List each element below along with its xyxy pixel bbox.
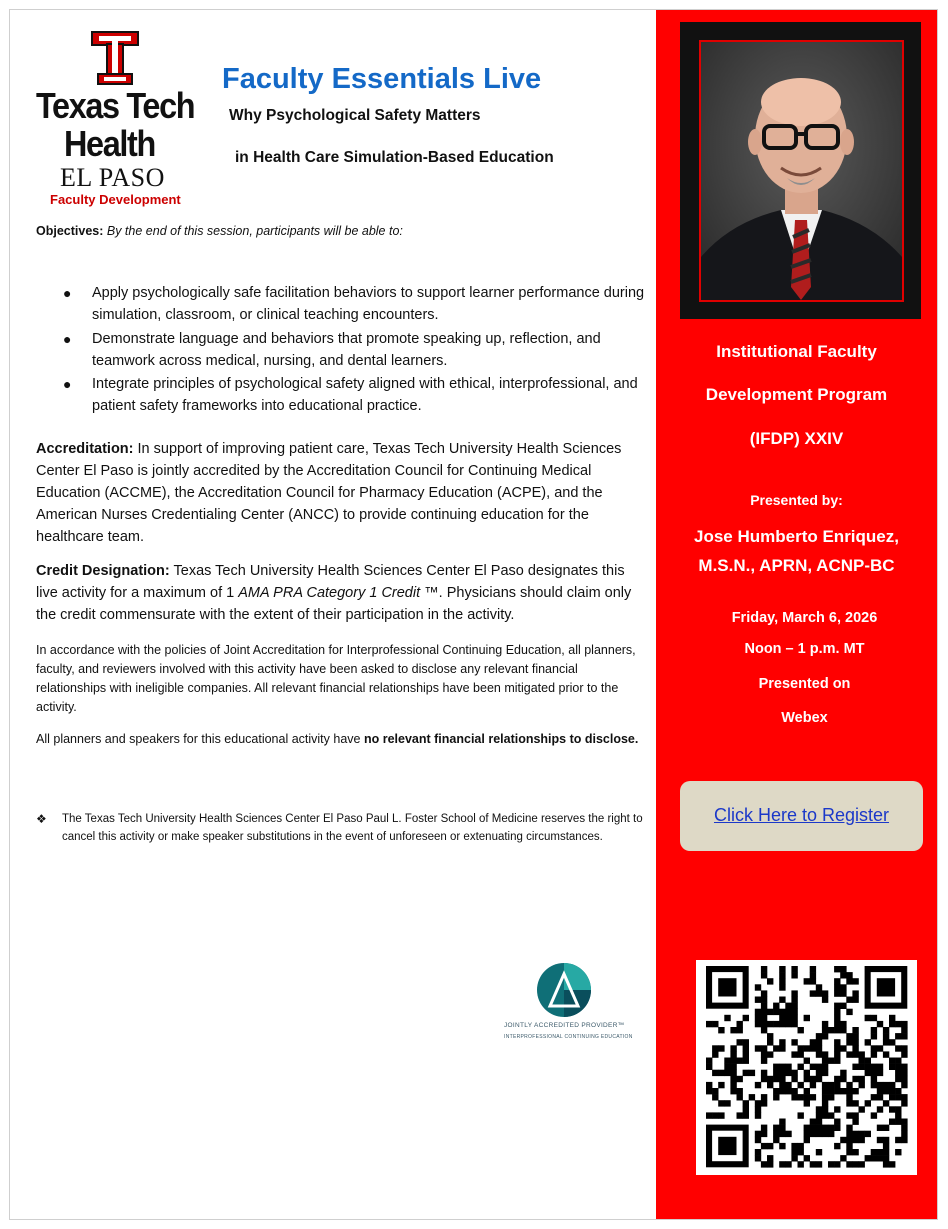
objectives-intro: By the end of this session, participants will be able to: [106, 224, 403, 238]
list-item [36, 282, 646, 326]
credit-label: Credit Designation: [36, 563, 170, 579]
speaker-name: Jose Humberto Enriquez, [694, 527, 899, 546]
ttuhsc-logo [34, 30, 202, 210]
accreditation-text: In support of improving patient care, Texas Tech University Health Sciences Center El Paso is jointly accredited by the Accreditation Council for Continuing Medical Education (ACCME), the Accreditation Council for Pharmacy Education (ACPE), and the American Nurses Credentialing Center (ANCC) to provide continuing education for the healthcare team. [36, 441, 622, 545]
presented-on-label: Presented on [758, 676, 851, 692]
list-item [36, 373, 646, 417]
subtitle-line-2: in Health Care Simulation-Based Education [235, 149, 554, 166]
logo-line-faculty-development: Faculty Development [50, 192, 181, 207]
objectives-list [36, 282, 646, 419]
list-item [36, 328, 646, 372]
bullet-icon: ● [63, 330, 72, 347]
page-title: Faculty Essentials Live [222, 63, 542, 95]
jointly-accredited-emblem-icon [534, 960, 594, 1020]
bullet-icon: ● [63, 376, 72, 392]
event-platform: Webex [781, 710, 828, 726]
objectives-label: Objectives: [36, 224, 104, 238]
qr-code-icon [696, 960, 917, 1175]
qr-code [696, 960, 917, 1175]
ja-caption-1: JOINTLY ACCREDITED PROVIDER™ [504, 1022, 625, 1029]
objectives-heading [36, 222, 403, 240]
credit-text-before: Texas Tech University Health Sciences Center El Paso designates this live activity for a maximum of 1 [36, 563, 625, 601]
accreditation-label: Accreditation: [36, 441, 134, 457]
objective-text: Demonstrate language and behaviors that promote speaking up, reflection, and teamwork across medical, nursing, and dental learners. [92, 330, 601, 369]
ja-caption-2: INTERPROFESSIONAL CONTINUING EDUCATION [504, 1034, 633, 1040]
register-link[interactable]: Click Here to Register [713, 805, 890, 825]
logo-line-health: Health [64, 123, 155, 164]
jointly-accredited-logo [500, 960, 633, 1045]
planners-text: All planners and speakers for this educational activity have [36, 732, 361, 746]
diamond-bullet-icon: ❖ [36, 812, 47, 826]
program-line-1: Institutional Faculty [716, 342, 877, 361]
program-line-2: Development Program [705, 385, 888, 404]
subtitle-line-1: Why Psychological Safety Matters [229, 107, 481, 124]
disclosure-paragraph: In accordance with the policies of Joint Accreditation for Interprofessional Continuing Education, all planners, faculty, and reviewers involved with this activity have been asked to disclose any relevant financial relationships with ineligible companies. All relevant financial relationships have been mitigated prior to the activity. [36, 643, 636, 714]
credit-text-after: . Physicians should claim only the credit commensurate with the extent of their participation in the activity. [36, 585, 632, 623]
credit-paragraph [36, 560, 642, 626]
program-line-3: (IFDP) XXIV [749, 429, 844, 448]
bullet-icon: ● [63, 285, 72, 301]
note-text: The Texas Tech University Health Sciences Center El Paso Paul L. Foster School of Medicine reserves the right to cancel this activity or make speaker substitutions in the event of unforeseen or extenuating circumstances. [62, 813, 643, 843]
speaker-credentials: M.S.N., APRN, ACNP-BC [698, 556, 895, 575]
event-date: Friday, March 6, 2026 [731, 610, 878, 626]
double-t-icon [90, 30, 140, 86]
planners-paragraph [36, 730, 646, 749]
speaker-portrait-icon [701, 42, 902, 300]
presented-by-label: Presented by: [750, 492, 843, 508]
speaker-photo [699, 40, 904, 302]
credit-name: AMA PRA Category 1 Credit ™ [238, 585, 439, 601]
objective-text: Integrate principles of psychological safety aligned with ethical, interprofessional, and patient safety frameworks into educational practice. [92, 376, 638, 414]
register-box [680, 781, 923, 851]
logo-line-el-paso: EL PASO [60, 163, 165, 192]
event-time: Noon – 1 p.m. MT [744, 641, 865, 657]
planners-bold: no relevant financial relationships to disclose. [363, 732, 639, 746]
logo-line-texas-tech: Texas Tech [36, 85, 195, 126]
objective-text: Apply psychologically safe facilitation behaviors to support learner performance during simulation, classroom, or clinical teaching encounters. [92, 285, 645, 323]
accreditation-paragraph [36, 438, 642, 548]
